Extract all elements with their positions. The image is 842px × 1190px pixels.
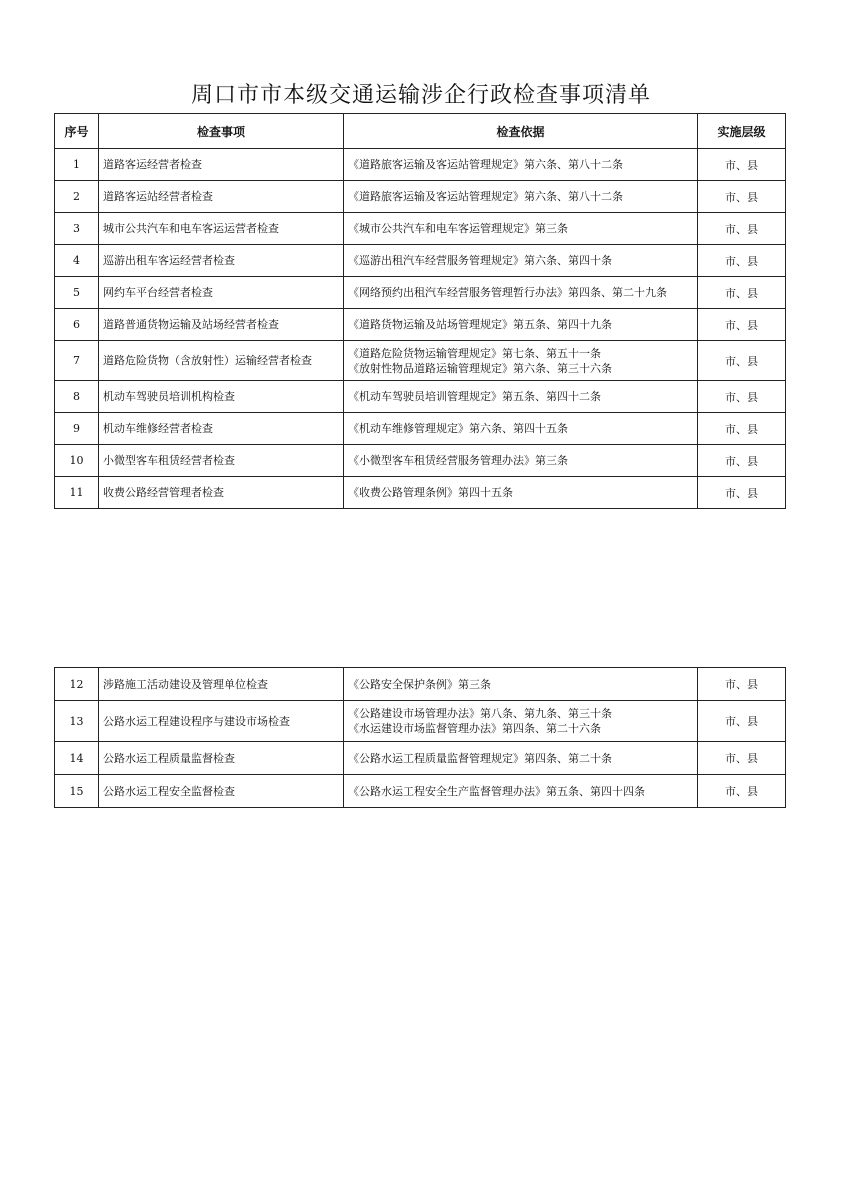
cell-seq: 9 [55,413,99,445]
cell-item: 道路普通货物运输及站场经营者检查 [99,309,344,341]
basis-line: 《网络预约出租汽车经营服务管理暂行办法》第四条、第二十九条 [348,286,667,299]
cell-item: 公路水运工程安全监督检查 [99,775,344,808]
table-row [55,245,786,277]
cell-level: 市、县 [698,668,786,701]
cell-item: 道路客运站经营者检查 [99,181,344,213]
basis-line: 《公路水运工程安全生产监督管理办法》第五条、第四十四条 [348,784,645,798]
cell-seq: 12 [55,668,99,701]
cell-item: 网约车平台经营者检查 [99,277,344,309]
cell-basis [344,341,698,381]
cell-seq: 8 [55,381,99,413]
cell-basis [344,149,698,181]
cell-seq: 14 [55,742,99,775]
cell-basis [344,775,698,808]
basis-line: 《公路安全保护条例》第三条 [348,677,491,691]
cell-seq: 1 [55,149,99,181]
header-seq: 序号 [55,114,99,149]
cell-item: 巡游出租车客运经营者检查 [99,245,344,277]
cell-basis [344,309,698,341]
basis-line: 《道路危险货物运输管理规定》第七条、第五十一条 [348,346,601,360]
basis-line: 《公路建设市场管理办法》第八条、第九条、第三十条 [348,707,612,720]
cell-level: 市、县 [698,381,786,413]
basis-line: 《道路货物运输及站场管理规定》第五条、第四十九条 [348,318,612,331]
document-title: 周口市市本级交通运输涉企行政检查事项清单 [190,83,651,108]
basis-line: 《机动车维修管理规定》第六条、第四十五条 [348,422,568,435]
cell-level: 市、县 [698,309,786,341]
table-body [55,149,786,509]
cell-seq: 13 [55,701,99,742]
table-row [55,277,786,309]
cell-level: 市、县 [698,701,786,742]
cell-level: 市、县 [698,742,786,775]
table-row [55,668,786,701]
cell-level: 市、县 [698,277,786,309]
cell-basis [344,245,698,277]
basis-line: 《机动车驾驶员培训管理规定》第五条、第四十二条 [348,390,601,403]
table-row [55,413,786,445]
table-row [55,213,786,245]
cell-basis [344,381,698,413]
table-row [55,341,786,381]
basis-line: 《放射性物品道路运输管理规定》第六条、第三十六条 [348,361,612,375]
cell-item: 小微型客车租赁经营者检查 [99,445,344,477]
cell-seq: 2 [55,181,99,213]
table-row [55,309,786,341]
cell-level: 市、县 [698,413,786,445]
cell-item: 城市公共汽车和电车客运运营者检查 [99,213,344,245]
cell-item: 道路客运经营者检查 [99,149,344,181]
cell-seq: 4 [55,245,99,277]
cell-level: 市、县 [698,775,786,808]
cell-item: 机动车驾驶员培训机构检查 [99,381,344,413]
cell-basis [344,701,698,742]
cell-basis [344,413,698,445]
table-row [55,477,786,509]
cell-basis [344,668,698,701]
cell-level: 市、县 [698,149,786,181]
cell-level: 市、县 [698,341,786,381]
table-row [55,149,786,181]
cell-level: 市、县 [698,181,786,213]
cell-basis [344,213,698,245]
inspection-table-page2 [54,667,786,808]
cell-seq: 6 [55,309,99,341]
cell-seq: 7 [55,341,99,381]
header-basis: 检查依据 [344,114,698,149]
cell-basis [344,277,698,309]
cell-basis [344,742,698,775]
basis-line: 《水运建设市场监督管理办法》第四条、第二十六条 [348,722,601,735]
basis-line: 《巡游出租汽车经营服务管理规定》第六条、第四十条 [348,254,612,267]
table-row [55,381,786,413]
cell-basis [344,181,698,213]
table-body [55,668,786,808]
basis-line: 《收费公路管理条例》第四十五条 [348,486,513,499]
table-row [55,742,786,775]
cell-item: 收费公路经营管理者检查 [99,477,344,509]
basis-line: 《公路水运工程质量监督管理规定》第四条、第二十条 [348,751,612,765]
cell-seq: 5 [55,277,99,309]
inspection-table-page1 [54,113,786,509]
basis-line: 《城市公共汽车和电车客运管理规定》第三条 [348,222,568,235]
cell-item: 公路水运工程质量监督检查 [99,742,344,775]
basis-line: 《道路旅客运输及客运站管理规定》第六条、第八十二条 [348,190,623,203]
table-header-row [55,114,786,149]
basis-line: 《小微型客车租赁经营服务管理办法》第三条 [348,454,568,467]
cell-basis [344,445,698,477]
cell-seq: 10 [55,445,99,477]
basis-line: 《道路旅客运输及客运站管理规定》第六条、第八十二条 [348,158,623,171]
cell-level: 市、县 [698,213,786,245]
table-row [55,775,786,808]
cell-level: 市、县 [698,477,786,509]
cell-seq: 3 [55,213,99,245]
cell-item: 机动车维修经营者检查 [99,413,344,445]
table-row [55,181,786,213]
cell-item: 涉路施工活动建设及管理单位检查 [99,668,344,701]
cell-seq: 11 [55,477,99,509]
cell-basis [344,477,698,509]
header-level: 实施层级 [698,114,786,149]
table-row [55,701,786,742]
cell-level: 市、县 [698,245,786,277]
cell-item: 公路水运工程建设程序与建设市场检查 [99,701,344,742]
header-item: 检查事项 [99,114,344,149]
table-row [55,445,786,477]
cell-seq: 15 [55,775,99,808]
cell-item: 道路危险货物（含放射性）运输经营者检查 [99,341,344,381]
cell-level: 市、县 [698,445,786,477]
